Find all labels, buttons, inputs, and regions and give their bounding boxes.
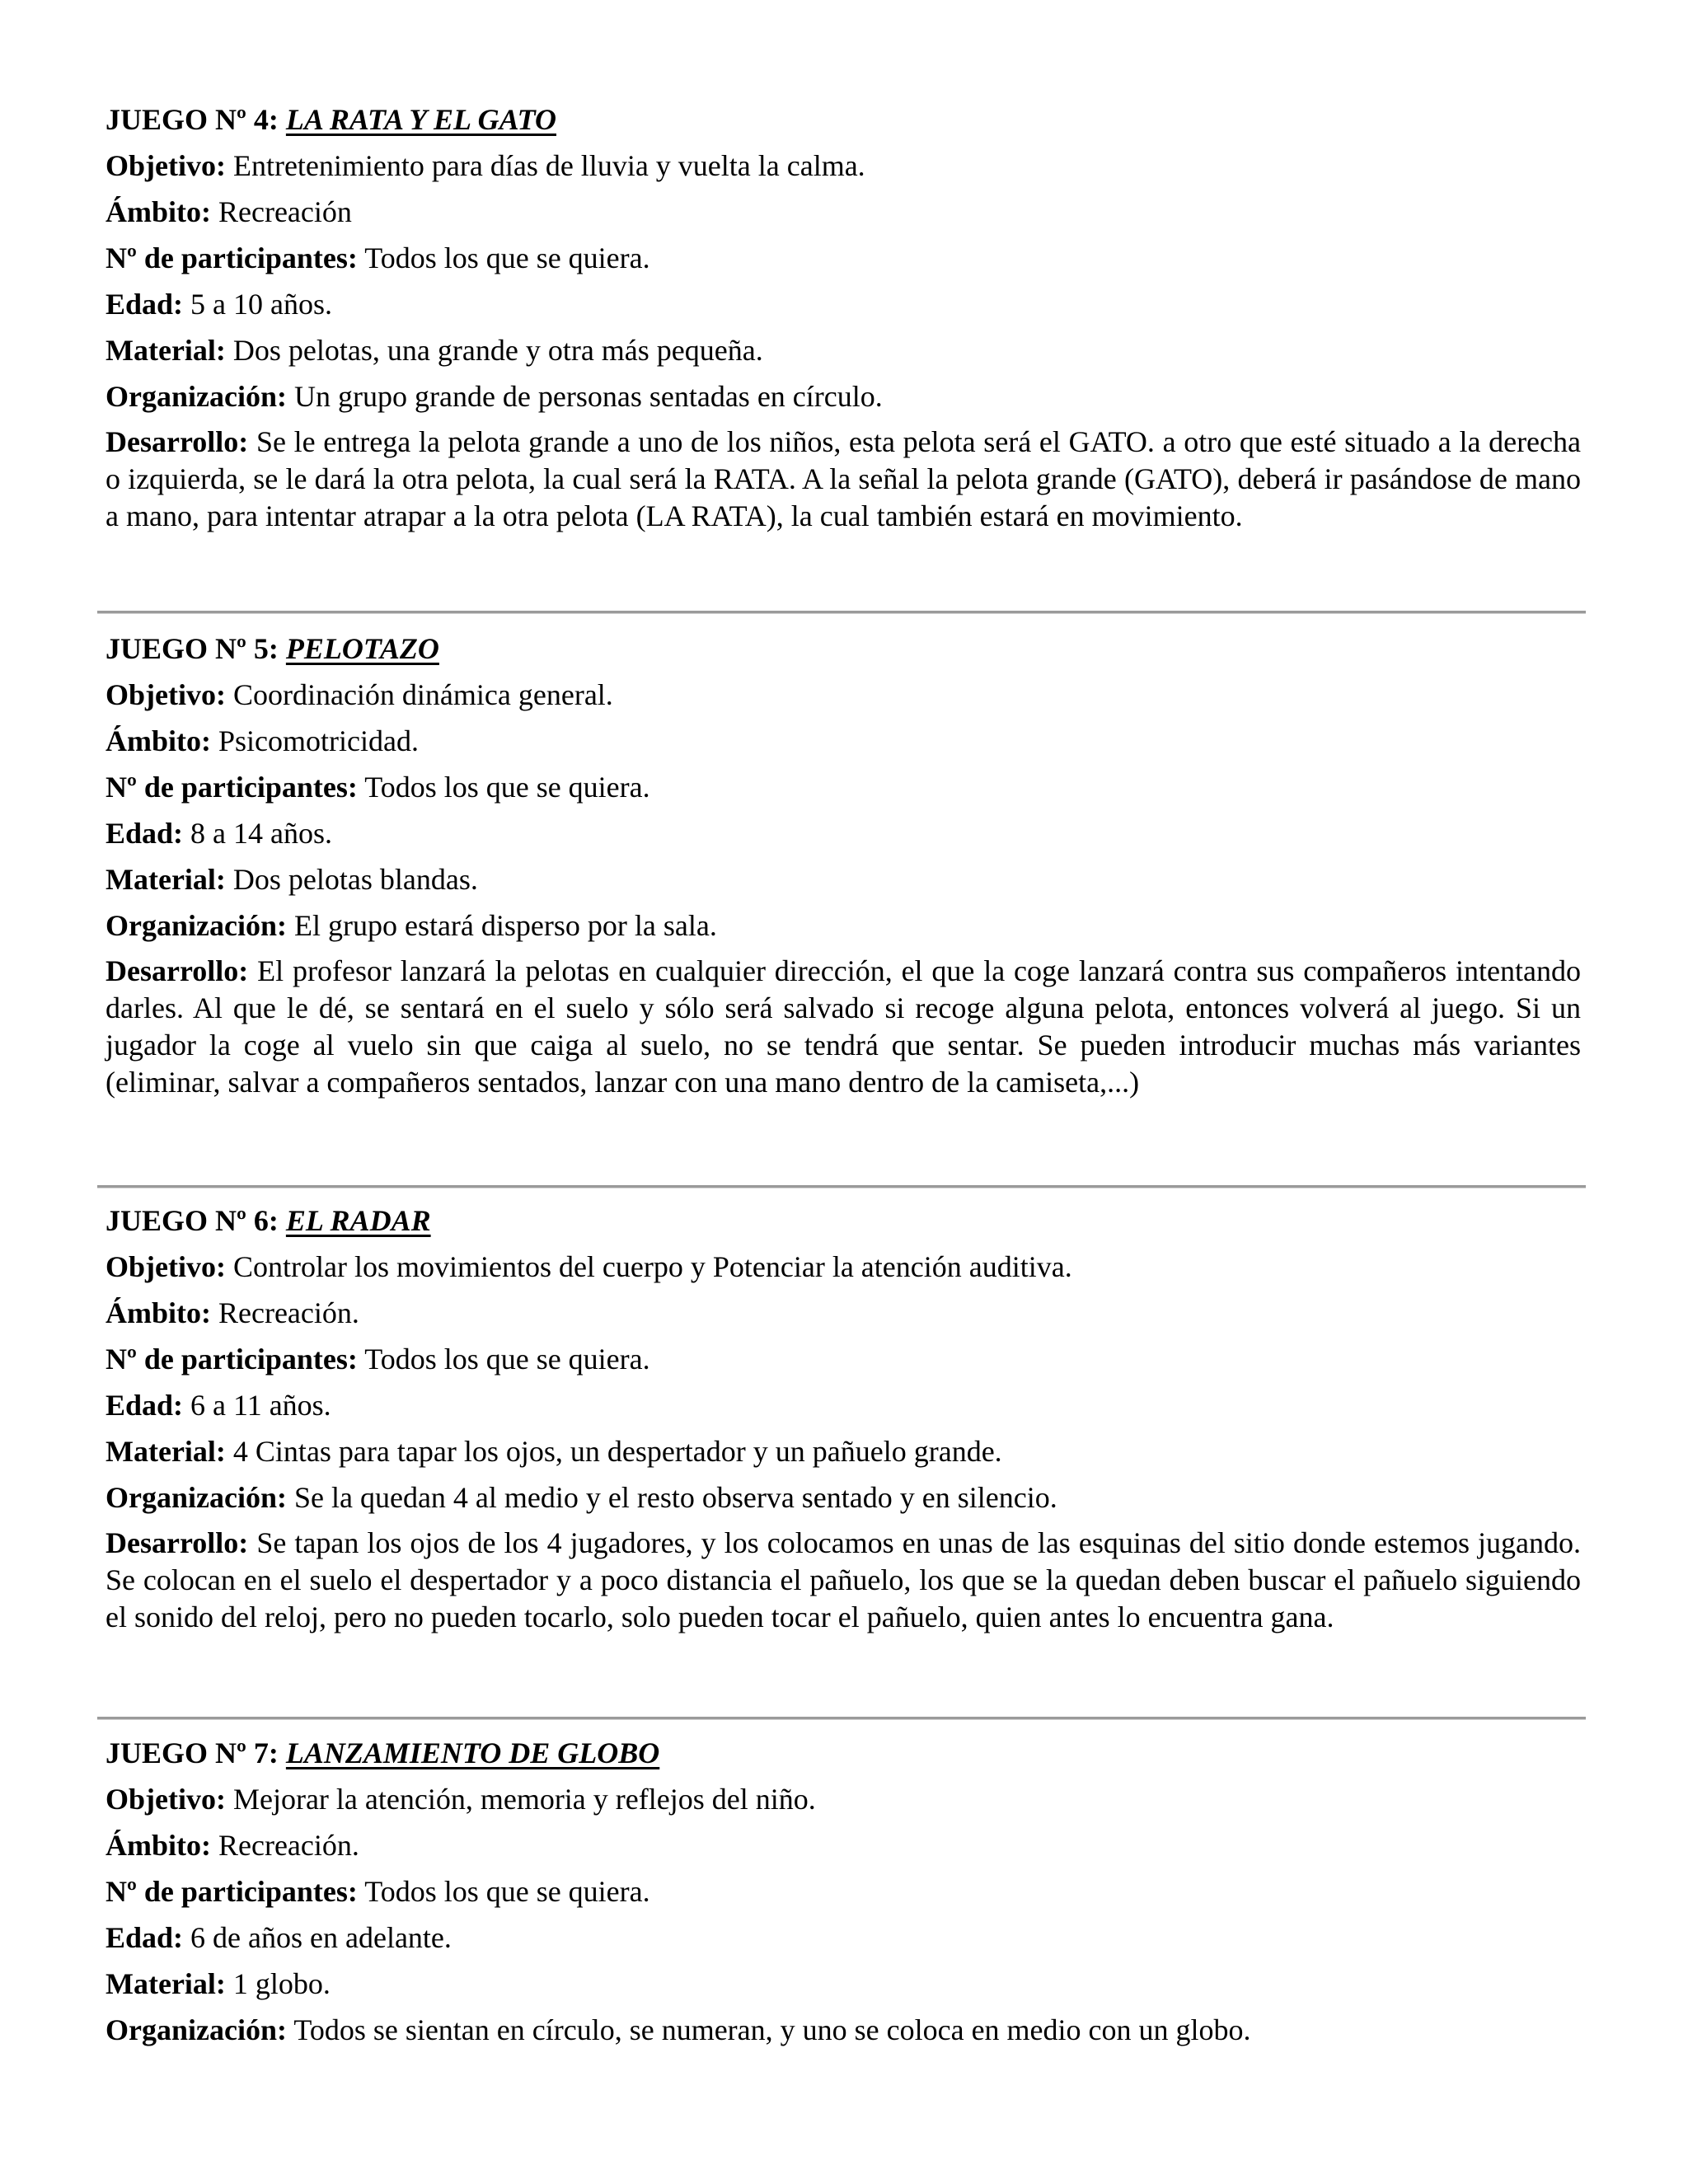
edad-value: 6 a 11 años. (190, 1389, 331, 1422)
ambito-value: Psicomotricidad. (218, 724, 419, 757)
material-value: 4 Cintas para tapar los ojos, un despertador y un pañuelo grande. (232, 1435, 1002, 1468)
edad-label: Edad: (106, 817, 184, 850)
ambito-value: Recreación. (218, 1296, 359, 1329)
section-divider (97, 1717, 1586, 1720)
ambito-value: Recreación (218, 195, 352, 228)
game-7-heading: JUEGO Nº 7: (106, 1736, 279, 1769)
organizacion-value: Un grupo grande de personas sentadas en círculo. (293, 380, 883, 413)
game-6-ambito (106, 1294, 359, 1332)
desarrollo-label: Desarrollo: (106, 425, 249, 458)
game-4-ambito (106, 193, 352, 231)
edad-label: Edad: (106, 1389, 184, 1422)
game-5-participantes (106, 768, 650, 806)
game-6-desarrollo (106, 1525, 1581, 1636)
game-7-edad (106, 1919, 452, 1957)
game-7-objetivo (106, 1780, 816, 1818)
desarrollo-value: Se tapan los ojos de los 4 jugadores, y los colocamos en unas de las esquinas del sitio donde estemos jugando. Se colocan en el suelo el despertador y a poco distancia el pañuelo, los que se la quedan deben buscar el pañuelo siguiendo el sonido del reloj, pero no pueden tocarlo, solo pueden tocar el pañuelo, quien antes lo encuentra gana. (106, 1526, 1581, 1633)
edad-value: 8 a 14 años. (190, 817, 333, 850)
desarrollo-label: Desarrollo: (106, 1526, 249, 1559)
organizacion-label: Organización: (106, 909, 287, 942)
game-4-participantes (106, 239, 650, 277)
ambito-label: Ámbito: (106, 724, 211, 757)
section-divider (97, 611, 1586, 614)
game-6-objetivo (106, 1248, 1072, 1286)
game-4-objetivo (106, 147, 865, 185)
material-value: Dos pelotas blandas. (232, 863, 478, 896)
objetivo-label: Objetivo: (106, 149, 226, 182)
game-6-material (106, 1432, 1002, 1470)
desarrollo-label: Desarrollo: (106, 954, 249, 987)
organizacion-value: Se la quedan 4 al medio y el resto observa sentado y en silencio. (293, 1481, 1057, 1514)
objetivo-value: Entretenimiento para días de lluvia y vuelta la calma. (232, 149, 865, 182)
game-5-edad (106, 814, 332, 852)
game-4-desarrollo (106, 424, 1581, 535)
game-5-objetivo (106, 676, 613, 714)
organizacion-label: Organización: (106, 1481, 287, 1514)
game-7-organizacion (106, 2011, 1251, 2049)
organizacion-value: Todos se sientan en círculo, se numeran, y uno se coloca en medio con un globo. (293, 2013, 1251, 2046)
game-5-name: PELOTAZO (285, 632, 439, 665)
edad-label: Edad: (106, 1921, 184, 1954)
game-6-participantes (106, 1340, 650, 1378)
objetivo-value: Coordinación dinámica general. (232, 678, 613, 711)
organizacion-label: Organización: (106, 380, 287, 413)
game-6-organizacion (106, 1479, 1057, 1516)
game-5-title (106, 630, 439, 668)
game-5-desarrollo (106, 953, 1581, 1101)
organizacion-value: El grupo estará disperso por la sala. (293, 909, 717, 942)
participantes-label: Nº de participantes: (106, 771, 358, 804)
game-7-ambito (106, 1826, 359, 1864)
game-4-name: LA RATA Y EL GATO (285, 103, 557, 136)
edad-value: 6 de años en adelante. (190, 1921, 452, 1954)
game-4-material (106, 331, 763, 369)
game-4-heading: JUEGO Nº 4: (106, 103, 279, 136)
game-7-name: LANZAMIENTO DE GLOBO (285, 1736, 660, 1769)
ambito-label: Ámbito: (106, 1296, 211, 1329)
game-7-material (106, 1965, 331, 2003)
game-6-heading: JUEGO Nº 6: (106, 1204, 279, 1237)
game-4-edad (106, 285, 332, 323)
desarrollo-value: Se le entrega la pelota grande a uno de los niños, esta pelota será el GATO. a otro que esté situado a la derecha o izquierda, se le dará la otra pelota, la cual será la RATA. A la señal la pelota grande (GATO), deberá ir pasándose de mano a mano, para intentar atrapar a la otra pelota (LA RATA), la cual también estará en movimiento. (106, 425, 1581, 532)
material-label: Material: (106, 863, 226, 896)
material-label: Material: (106, 1435, 226, 1468)
participantes-label: Nº de participantes: (106, 1875, 358, 1908)
game-6-name: EL RADAR (285, 1204, 431, 1237)
material-value: Dos pelotas, una grande y otra más pequeña. (232, 334, 763, 367)
participantes-value: Todos los que se quiera. (364, 241, 650, 274)
participantes-label: Nº de participantes: (106, 1343, 358, 1376)
edad-value: 5 a 10 años. (190, 288, 333, 321)
objetivo-label: Objetivo: (106, 678, 226, 711)
ambito-label: Ámbito: (106, 1829, 211, 1862)
edad-label: Edad: (106, 288, 184, 321)
game-6-edad (106, 1386, 331, 1424)
participantes-value: Todos los que se quiera. (364, 1343, 650, 1376)
game-5-material (106, 860, 478, 898)
participantes-value: Todos los que se quiera. (364, 1875, 650, 1908)
participantes-label: Nº de participantes: (106, 241, 358, 274)
game-5-ambito (106, 722, 419, 760)
section-divider (97, 1185, 1586, 1188)
game-6-title (106, 1202, 431, 1240)
participantes-value: Todos los que se quiera. (364, 771, 650, 804)
material-value: 1 globo. (232, 1967, 331, 2000)
ambito-label: Ámbito: (106, 195, 211, 228)
objetivo-value: Mejorar la atención, memoria y reflejos del niño. (232, 1783, 816, 1816)
material-label: Material: (106, 1967, 226, 2000)
game-4-title (106, 101, 556, 138)
game-4-organizacion (106, 377, 883, 415)
game-7-participantes (106, 1872, 650, 1910)
ambito-value: Recreación. (218, 1829, 359, 1862)
organizacion-label: Organización: (106, 2013, 287, 2046)
material-label: Material: (106, 334, 226, 367)
objetivo-value: Controlar los movimientos del cuerpo y Potenciar la atención auditiva. (232, 1250, 1072, 1283)
desarrollo-value: El profesor lanzará la pelotas en cualquier dirección, el que la coge lanzará contra sus compañeros intentando darles. Al que le dé, se sentará en el suelo y sólo será salvado si recoge alguna pelota, entonces volverá al juego. Si un jugador la coge al vuelo sin que caiga al suelo, no se tendrá que sentar. Se pueden introducir muchas más variantes (eliminar, salvar a compañeros sentados, lanzar con una mano dentro de la camiseta,...) (106, 954, 1582, 1099)
objetivo-label: Objetivo: (106, 1250, 226, 1283)
objetivo-label: Objetivo: (106, 1783, 226, 1816)
game-7-title (106, 1734, 659, 1772)
game-5-heading: JUEGO Nº 5: (106, 632, 279, 665)
game-5-organizacion (106, 907, 717, 944)
